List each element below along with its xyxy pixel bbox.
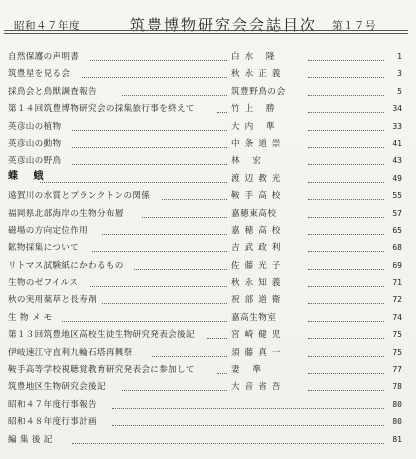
dot-leader xyxy=(308,130,384,131)
toc-entry xyxy=(8,121,406,138)
dot-leader xyxy=(308,147,384,148)
dot-leader xyxy=(152,356,227,357)
dot-leader xyxy=(308,164,384,165)
dot-leader xyxy=(308,373,384,374)
entry-title: 鉱物採集について xyxy=(8,243,79,254)
toc-entry xyxy=(8,399,406,416)
entry-title: 第１４回筑豊博物研究会の採集旅行事を終えて xyxy=(8,104,195,115)
entry-title: 昭和４７年度行事報告 xyxy=(8,399,97,410)
entry-author: 大内 準 xyxy=(231,121,280,132)
dot-leader xyxy=(308,303,384,304)
entry-author: 鞍手高校 xyxy=(231,191,286,202)
entry-title: 編 集 後 記 xyxy=(8,434,53,445)
dot-leader xyxy=(82,77,227,78)
dot-leader xyxy=(122,390,227,391)
entry-title: 伊岐速江守直利九輪石塔再興祭 xyxy=(8,347,133,358)
entry-title: 筑豊星を見る会 xyxy=(8,69,71,80)
entry-author: 秋永知義 xyxy=(231,278,286,289)
toc-list xyxy=(8,51,406,451)
entry-title: 英彦山の動物 xyxy=(8,138,62,149)
dot-leader xyxy=(308,199,384,200)
entry-title: 昭和４８年度行事計画 xyxy=(8,417,97,428)
toc-entry xyxy=(8,381,406,398)
dot-leader xyxy=(308,77,384,78)
entry-title: 第１３回筑豊地区高校生徒生物研究発表会後記 xyxy=(8,330,195,341)
toc-entry xyxy=(8,103,406,120)
entry-page-number: 77 xyxy=(392,365,402,375)
toc-entry xyxy=(8,225,406,242)
toc-entry xyxy=(8,68,406,85)
entry-author: 嘉高生物室 xyxy=(231,312,277,323)
entry-title: 英彦山の植物 xyxy=(8,121,62,132)
dot-leader xyxy=(217,112,227,113)
dot-leader xyxy=(308,217,384,218)
toc-entry xyxy=(8,138,406,155)
entry-title: 遠賀川の水質とプランクトンの関係 xyxy=(8,191,151,202)
toc-entry xyxy=(8,434,406,451)
entry-page-number: 68 xyxy=(392,243,402,253)
dot-leader xyxy=(40,182,227,183)
toc-entry xyxy=(8,51,406,68)
dot-leader xyxy=(308,234,384,235)
dot-leader xyxy=(112,408,384,409)
entry-author: 妻 準 xyxy=(231,365,266,376)
entry-author: 渡辺教光 xyxy=(231,173,286,184)
dot-leader xyxy=(90,286,227,287)
entry-author: 秋永正義 xyxy=(231,69,286,80)
toc-entry xyxy=(8,312,406,329)
entry-page-number: 55 xyxy=(392,191,402,201)
entry-author: 大音省吾 xyxy=(231,382,286,393)
entry-author: 祝部道衛 xyxy=(231,295,286,306)
dot-leader xyxy=(308,269,384,270)
entry-author: 白水 隆 xyxy=(231,52,280,62)
dot-leader xyxy=(308,95,384,96)
entry-page-number: 78 xyxy=(392,382,402,392)
entry-author: 竹上 勝 xyxy=(231,104,280,115)
entry-page-number: 71 xyxy=(392,278,402,288)
toc-entry xyxy=(8,190,406,207)
entry-title: 生 物 メ モ xyxy=(8,312,53,323)
header-divider-top xyxy=(4,30,408,31)
header-divider-bottom xyxy=(4,33,408,34)
entry-title: 自然保護の声明書 xyxy=(8,52,80,62)
dot-leader xyxy=(308,251,384,252)
entry-title: 秋の実用薬草と長寿剤 xyxy=(8,295,97,306)
dot-leader xyxy=(90,60,227,61)
entry-title: 生物のゼフイルス xyxy=(8,278,79,289)
toc-entry xyxy=(8,155,406,172)
dot-leader xyxy=(112,425,384,426)
toc-entry xyxy=(8,416,406,433)
entry-page-number: 3 xyxy=(397,69,402,79)
entry-page-number: 75 xyxy=(392,330,402,340)
toc-entry xyxy=(8,329,406,346)
entry-author: 吉武政利 xyxy=(231,243,286,254)
entry-page-number: 41 xyxy=(392,138,402,148)
entry-page-number: 57 xyxy=(392,208,402,218)
dot-leader xyxy=(217,373,227,374)
page-title: 筑豊博物研究会会誌目次 xyxy=(130,16,318,34)
header-date: 昭和４７年度 xyxy=(14,20,80,32)
toc-entry xyxy=(8,294,406,311)
dot-leader xyxy=(308,182,384,183)
dot-leader xyxy=(102,234,227,235)
dot-leader xyxy=(72,130,227,131)
entry-page-number: 81 xyxy=(392,434,402,444)
dot-leader xyxy=(102,303,227,304)
entry-author: 佐藤光子 xyxy=(231,260,286,271)
toc-entry xyxy=(8,364,406,381)
dot-leader xyxy=(72,443,384,444)
header-issue: 第１７号 xyxy=(332,20,376,32)
toc-entry xyxy=(8,277,406,294)
toc-entry xyxy=(8,260,406,277)
dot-leader xyxy=(62,321,227,322)
dot-leader xyxy=(308,321,384,322)
entry-author: 宮崎健児 xyxy=(231,330,286,341)
dot-leader xyxy=(162,199,227,200)
entry-title: 英彦山の野鳥 xyxy=(8,156,62,167)
entry-page-number: 72 xyxy=(392,295,402,305)
dot-leader xyxy=(308,112,384,113)
entry-title: 福岡県北部海岸の生物分布層 xyxy=(8,208,124,219)
dot-leader xyxy=(142,217,227,218)
entry-author: 嘉穂東高校 xyxy=(231,208,277,219)
entry-title: 採鳥会と鳥獣調査報告 xyxy=(8,86,97,97)
toc-entry xyxy=(8,242,406,259)
entry-page-number: 49 xyxy=(392,173,402,183)
dot-leader xyxy=(134,269,227,270)
entry-page-number: 34 xyxy=(392,104,402,114)
entry-page-number: 65 xyxy=(392,225,402,235)
dot-leader xyxy=(308,60,384,61)
toc-entry xyxy=(8,86,406,103)
toc-entry xyxy=(8,170,406,190)
entry-page-number: 80 xyxy=(392,399,402,409)
entry-page-number: 69 xyxy=(392,260,402,270)
entry-author: 須藤真一 xyxy=(231,347,286,358)
entry-author: 中条道崇 xyxy=(231,138,286,149)
dot-leader xyxy=(207,338,227,339)
dot-leader xyxy=(308,356,384,357)
dot-leader xyxy=(92,251,227,252)
entry-page-number: 5 xyxy=(397,86,402,96)
entry-page-number: 80 xyxy=(392,417,402,427)
dot-leader xyxy=(122,95,227,96)
entry-page-number: 74 xyxy=(392,312,402,322)
entry-title: 筑豊地区生物研究会後記 xyxy=(8,382,106,393)
toc-entry xyxy=(8,347,406,364)
dot-leader xyxy=(308,338,384,339)
entry-title: 蝶 蛾 xyxy=(8,170,50,182)
entry-page-number: 43 xyxy=(392,156,402,166)
entry-title: リトマス試験紙にかわるもの xyxy=(8,260,124,271)
dot-leader xyxy=(308,286,384,287)
entry-author: 林 宏 xyxy=(231,156,266,167)
entry-title: 磁場の方向定位作用 xyxy=(8,225,89,236)
entry-page-number: 33 xyxy=(392,121,402,131)
entry-page-number: 75 xyxy=(392,347,402,357)
dot-leader xyxy=(72,164,227,165)
dot-leader xyxy=(308,390,384,391)
entry-author: 筑豊野鳥の会 xyxy=(231,86,286,97)
entry-page-number: 1 xyxy=(397,52,402,61)
toc-entry xyxy=(8,208,406,225)
entry-title: 鞍手高等学校視聴覚教育研究発表会に参加して xyxy=(8,365,195,376)
dot-leader xyxy=(72,147,227,148)
entry-author: 嘉穂高校 xyxy=(231,225,286,236)
